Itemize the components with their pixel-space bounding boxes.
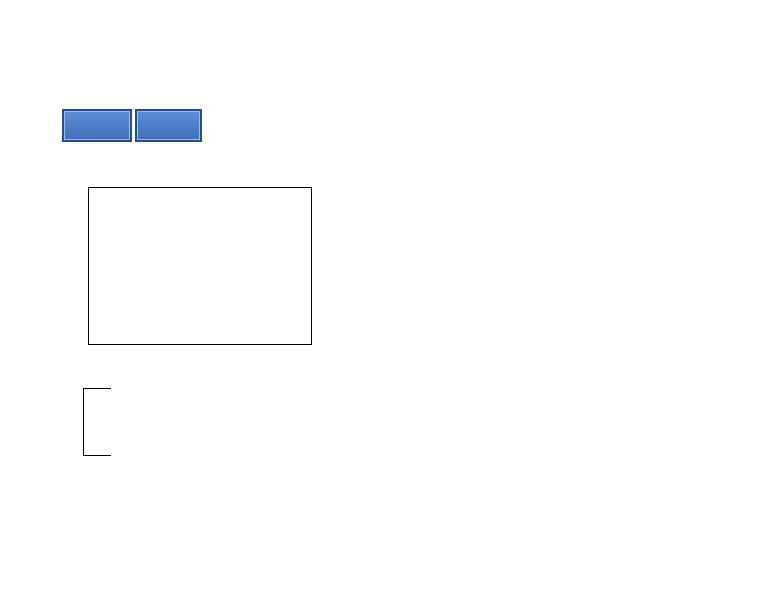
- functional-competencies-label: [83, 388, 111, 456]
